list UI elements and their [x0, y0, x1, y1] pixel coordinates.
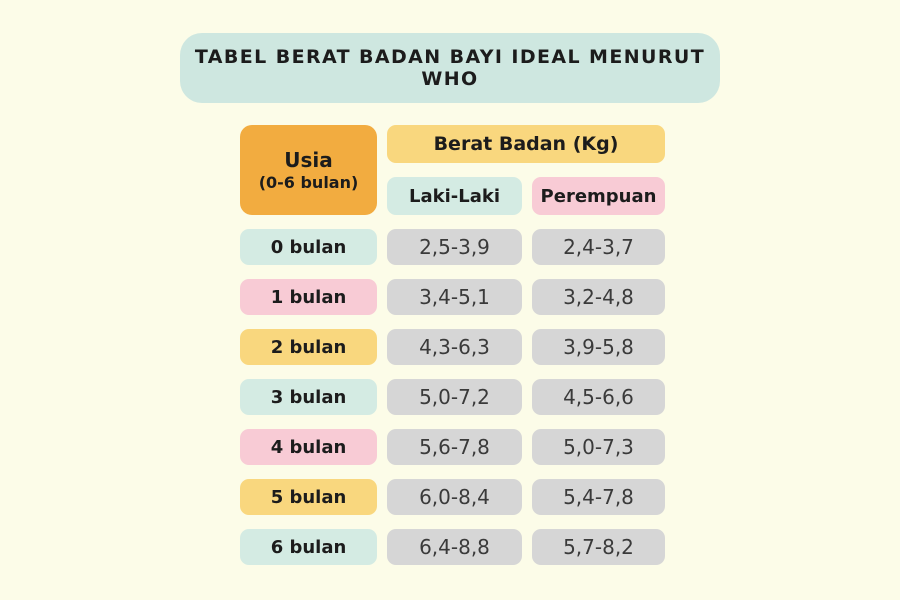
age-cell — [240, 479, 377, 515]
age-cell — [240, 229, 377, 265]
female-weight-cell — [532, 329, 665, 365]
weight-table — [240, 125, 665, 565]
age-cell-label: 1 bulan — [270, 286, 347, 308]
female-weight-cell-label: 5,4-7,8 — [563, 485, 634, 509]
male-weight-cell — [387, 329, 522, 365]
age-cell-label: 2 bulan — [270, 336, 347, 358]
age-cell — [240, 529, 377, 565]
male-weight-cell — [387, 279, 522, 315]
male-weight-cell-label: 3,4-5,1 — [419, 285, 490, 309]
female-column-header-label: Perempuan — [540, 185, 657, 207]
female-weight-cell-label: 5,7-8,2 — [563, 535, 634, 559]
age-cell — [240, 329, 377, 365]
age-cell-label: 4 bulan — [270, 436, 347, 458]
weight-group-header-label: Berat Badan (Kg) — [433, 133, 619, 155]
page-title: TABEL BERAT BADAN BAYI IDEAL MENURUT WHO — [194, 46, 706, 90]
male-weight-cell-label: 4,3-6,3 — [419, 335, 490, 359]
age-cell-label: 5 bulan — [270, 486, 347, 508]
title-banner — [180, 33, 720, 103]
female-weight-cell-label: 4,5-6,6 — [563, 385, 634, 409]
age-header-line1: Usia — [284, 147, 333, 172]
female-weight-cell-label: 3,9-5,8 — [563, 335, 634, 359]
male-weight-cell-label: 5,0-7,2 — [419, 385, 490, 409]
male-weight-cell — [387, 229, 522, 265]
age-cell — [240, 429, 377, 465]
male-column-header — [387, 177, 522, 215]
female-weight-cell-label: 2,4-3,7 — [563, 235, 634, 259]
female-weight-cell — [532, 379, 665, 415]
male-weight-cell-label: 6,4-8,8 — [419, 535, 490, 559]
female-weight-cell-label: 3,2-4,8 — [563, 285, 634, 309]
age-header-line2: (0-6 bulan) — [258, 172, 359, 192]
age-cell — [240, 379, 377, 415]
female-weight-cell — [532, 529, 665, 565]
male-weight-cell-label: 6,0-8,4 — [419, 485, 490, 509]
male-weight-cell — [387, 479, 522, 515]
female-column-header — [532, 177, 665, 215]
age-cell-label: 0 bulan — [270, 236, 347, 258]
female-weight-cell — [532, 279, 665, 315]
weight-group-header — [387, 125, 665, 163]
male-weight-cell — [387, 429, 522, 465]
male-weight-cell-label: 5,6-7,8 — [419, 435, 490, 459]
female-weight-cell-label: 5,0-7,3 — [563, 435, 634, 459]
age-cell-label: 3 bulan — [270, 386, 347, 408]
female-weight-cell — [532, 229, 665, 265]
male-column-header-label: Laki-Laki — [409, 185, 500, 207]
female-weight-cell — [532, 479, 665, 515]
age-cell-label: 6 bulan — [270, 536, 347, 558]
female-weight-cell — [532, 429, 665, 465]
male-weight-cell — [387, 529, 522, 565]
male-weight-cell-label: 2,5-3,9 — [419, 235, 490, 259]
age-cell — [240, 279, 377, 315]
age-column-header — [240, 125, 377, 215]
male-weight-cell — [387, 379, 522, 415]
